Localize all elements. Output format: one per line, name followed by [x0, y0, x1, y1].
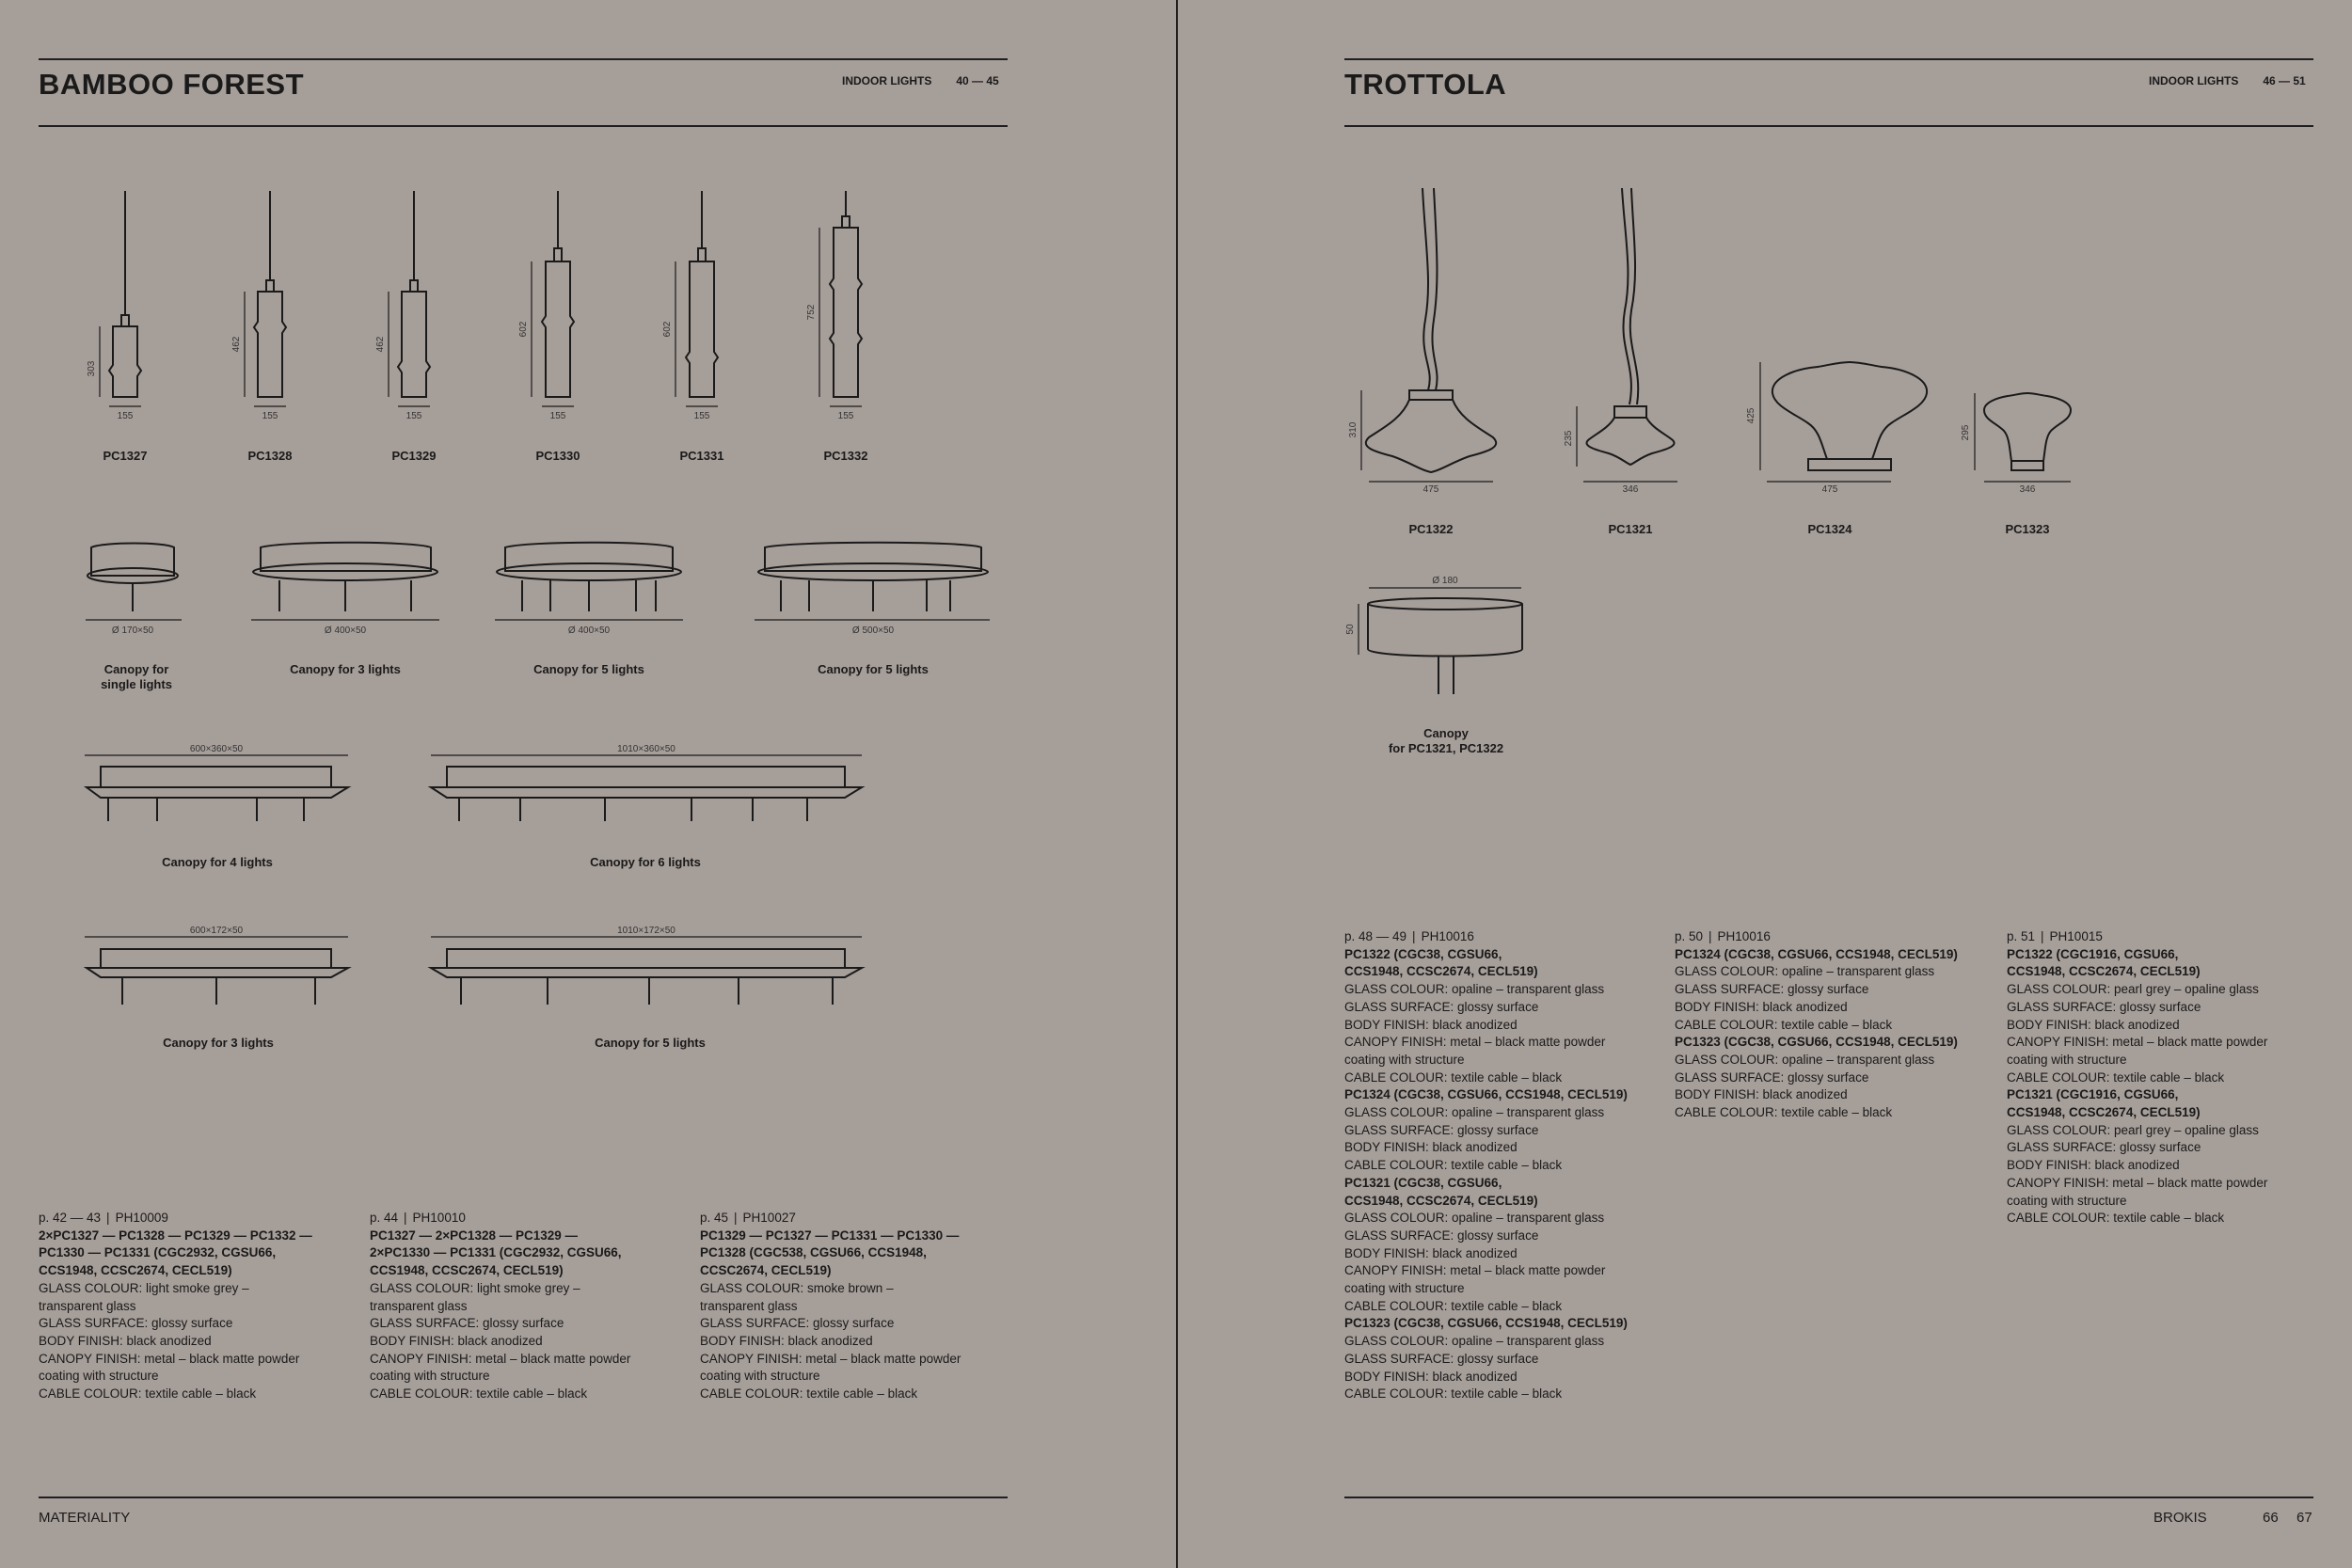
spec-detail-line: BODY FINISH: black anodized — [700, 1333, 873, 1348]
pc1324-width-dim: 475 — [1821, 484, 1838, 495]
canopy-label-rect-3: Canopy for 3 lights — [163, 1036, 274, 1050]
pendant-pc1322-drawing — [1361, 188, 1496, 482]
left-section-label: INDOOR LIGHTS — [842, 74, 932, 87]
spec-product-line: CCS1948, CCSC2674, CECL519) — [2007, 964, 2201, 979]
pendant-label-pc1328: PC1328 — [247, 449, 293, 463]
spec-detail-line: CABLE COLOUR: textile cable – black — [1344, 1069, 1563, 1085]
pc1330-width-dim: 155 — [549, 411, 566, 421]
spec-detail-line: BODY FINISH: black anodized — [39, 1333, 212, 1348]
spec-ref-pages: p. 44 — [370, 1211, 399, 1225]
rect-canopy-5-dim: 1010×172×50 — [617, 926, 675, 936]
spec-reference — [1675, 928, 1994, 946]
spec-detail-line: CABLE COLOUR: textile cable – black — [700, 1386, 918, 1402]
pendant-label-pc1332: PC1332 — [823, 449, 868, 463]
pc1332-width-dim: 155 — [837, 411, 854, 421]
spec-reference — [2007, 928, 2308, 946]
pendant-label-pc1324: PC1324 — [1807, 522, 1852, 536]
spec-product-line: CCS1948, CCSC2674, CECL519) — [370, 1263, 564, 1278]
pc1329-height-dim: 462 — [375, 336, 386, 353]
pendant-pc1324-drawing — [1760, 362, 1927, 482]
rect-canopy-3-dim: 600×172×50 — [189, 926, 244, 936]
round-canopy-5b-dim: Ø 500×50 — [851, 626, 895, 636]
right-page-range: 46 — 51 — [2263, 74, 2306, 87]
spec-detail-line: GLASS COLOUR: smoke brown – — [700, 1280, 894, 1295]
canopy-label-rect-6: Canopy for 6 lights — [590, 855, 701, 869]
round-canopy-3-dim: Ø 400×50 — [324, 626, 367, 636]
canopy-label-single: Canopy for single lights — [101, 662, 172, 691]
spec-detail-line: BODY FINISH: black anodized — [370, 1333, 543, 1348]
pc1322-width-dim: 475 — [1422, 484, 1439, 495]
spec-detail-line: transparent glass — [39, 1298, 136, 1313]
round-canopy-5a-dim: Ø 400×50 — [567, 626, 611, 636]
pendant-label-pc1322: PC1322 — [1408, 522, 1454, 536]
spec-product-line: PC1323 (CGC38, CGSU66, CCS1948, CECL519) — [1344, 1316, 1628, 1331]
canopy-label-rect-5: Canopy for 5 lights — [595, 1036, 706, 1050]
spec-detail-line: CABLE COLOUR: textile cable – black — [1344, 1158, 1563, 1173]
right-page-title: TROTTOLA — [1344, 68, 1507, 101]
spec-detail-line: CANOPY FINISH: metal – black matte powder — [39, 1351, 300, 1366]
spec-detail-line: CABLE COLOUR: textile cable – black — [1344, 1386, 1563, 1402]
pc1327-height-dim: 303 — [87, 360, 97, 377]
spec-detail-line: coating with structure — [700, 1369, 820, 1384]
spec-detail-line: BODY FINISH: black anodized — [1344, 1140, 1518, 1155]
spec-detail-line: CANOPY FINISH: metal – black matte powder — [2007, 1175, 2268, 1190]
spec-detail-line: transparent glass — [700, 1298, 798, 1313]
pendant-pc1321-drawing — [1577, 188, 1677, 482]
pc1327-width-dim: 155 — [117, 411, 134, 421]
spec-detail-line: GLASS COLOUR: light smoke grey – — [39, 1280, 249, 1295]
spec-detail-line: GLASS SURFACE: glossy surface — [2007, 1140, 2201, 1155]
spec-detail-line: coating with structure — [2007, 1052, 2127, 1067]
spec-ref-code: PH10009 — [115, 1211, 168, 1225]
spec-detail-line: coating with structure — [1344, 1052, 1465, 1067]
spec-detail-line: GLASS COLOUR: opaline – transparent glass — [1344, 1334, 1605, 1349]
spec-product-line: PC1330 — PC1331 (CGC2932, CGSU66, — [39, 1245, 277, 1260]
spec-ref-code: PH10016 — [1421, 929, 1474, 943]
pc1323-height-dim: 295 — [1961, 424, 1971, 441]
pendant-label-pc1323: PC1323 — [2005, 522, 2050, 536]
spec-product-line: CCS1948, CCSC2674, CECL519) — [39, 1263, 232, 1278]
trottola-canopy-drawing — [1359, 588, 1522, 694]
pc1331-height-dim: 602 — [662, 321, 673, 338]
canopy-label-rect-4: Canopy for 4 lights — [162, 855, 273, 869]
spec-product-line: PC1327 — 2×PC1328 — PC1329 — — [370, 1227, 579, 1243]
spec-detail-line: coating with structure — [1344, 1281, 1465, 1296]
pc1322-height-dim: 310 — [1348, 421, 1359, 438]
spec-block-ph10016-b — [1675, 928, 1994, 1122]
pendant-label-pc1327: PC1327 — [103, 449, 148, 463]
spec-ref-separator: | — [1708, 929, 1712, 943]
spec-detail-line: GLASS SURFACE: glossy surface — [1344, 1122, 1539, 1137]
spec-ref-pages: p. 50 — [1675, 929, 1704, 943]
spec-detail-line: CANOPY FINISH: metal – black matte powder — [370, 1351, 631, 1366]
trottola-canopy-label — [1333, 726, 1559, 756]
pc1332-height-dim: 752 — [806, 304, 817, 321]
spec-product-line: PC1328 (CGC538, CGSU66, CCS1948, — [700, 1245, 927, 1260]
spec-detail-line: GLASS SURFACE: glossy surface — [1675, 982, 1869, 997]
spec-detail-line: GLASS SURFACE: glossy surface — [700, 1316, 895, 1331]
spec-ref-pages: p. 48 — 49 — [1344, 929, 1407, 943]
spec-detail-line: BODY FINISH: black anodized — [1344, 1017, 1518, 1032]
page-number-left: 66 — [2263, 1510, 2279, 1526]
rect-canopy-4-dim: 600×360×50 — [189, 744, 244, 754]
page-number-right: 67 — [2296, 1510, 2312, 1526]
spec-ref-pages: p. 51 — [2007, 929, 2036, 943]
spec-detail-line: BODY FINISH: black anodized — [1675, 1087, 1848, 1102]
pendant-label-pc1331: PC1331 — [679, 449, 724, 463]
spec-detail-line: GLASS COLOUR: pearl grey – opaline glass — [2007, 1122, 2259, 1137]
spec-detail-line: GLASS SURFACE: glossy surface — [370, 1316, 564, 1331]
spec-ref-separator: | — [404, 1211, 407, 1225]
spec-detail-line: GLASS COLOUR: pearl grey – opaline glass — [2007, 982, 2259, 997]
spec-product-line: PC1321 (CGC1916, CGSU66, — [2007, 1087, 2179, 1102]
spec-product-line: CCSC2674, CECL519) — [700, 1263, 832, 1278]
trottola-canopy-label-line1: Canopy — [1423, 726, 1469, 740]
spec-detail-line: CABLE COLOUR: textile cable – black — [2007, 1211, 2225, 1226]
spec-detail-line: BODY FINISH: black anodized — [2007, 1158, 2180, 1173]
spec-product-line: 2×PC1327 — PC1328 — PC1329 — PC1332 — — [39, 1227, 312, 1243]
spec-ref-separator: | — [106, 1211, 110, 1225]
spec-detail-line: CABLE COLOUR: textile cable – black — [1675, 1105, 1893, 1120]
left-page-title: BAMBOO FOREST — [39, 68, 305, 101]
pc1328-width-dim: 155 — [262, 411, 278, 421]
pendant-pc1323-drawing — [1975, 393, 2071, 482]
pc1328-height-dim: 462 — [231, 336, 242, 353]
spec-block-ph10015 — [2007, 928, 2308, 1227]
spec-detail-line: GLASS SURFACE: glossy surface — [1344, 1351, 1539, 1366]
spec-detail-line: GLASS SURFACE: glossy surface — [1344, 1227, 1539, 1243]
spec-detail-line: BODY FINISH: black anodized — [1675, 999, 1848, 1014]
spec-detail-line: coating with structure — [39, 1369, 159, 1384]
spec-product-line: PC1322 (CGC38, CGSU66, — [1344, 946, 1502, 961]
canopy-height-dim: 50 — [1345, 624, 1356, 635]
spec-product-line: 2×PC1330 — PC1331 (CGC2932, CGSU66, — [370, 1245, 622, 1260]
canopy-label-round-3: Canopy for 3 lights — [290, 662, 401, 676]
pc1324-height-dim: 425 — [1746, 407, 1756, 424]
spec-detail-line: transparent glass — [370, 1298, 468, 1313]
spec-detail-line: GLASS SURFACE: glossy surface — [2007, 999, 2201, 1014]
spec-detail-line: GLASS COLOUR: light smoke grey – — [370, 1280, 580, 1295]
spec-detail-line: GLASS SURFACE: glossy surface — [39, 1316, 233, 1331]
spec-detail-line: CANOPY FINISH: metal – black matte powder — [700, 1351, 961, 1366]
pc1330-height-dim: 602 — [518, 321, 529, 338]
spec-detail-line: CABLE COLOUR: textile cable – black — [1675, 1017, 1893, 1032]
canopy-diameter-dim: Ø 180 — [1432, 576, 1458, 586]
rect-canopy-6-dim: 1010×360×50 — [617, 744, 675, 754]
pc1329-width-dim: 155 — [405, 411, 422, 421]
spec-detail-line: GLASS SURFACE: glossy surface — [1675, 1069, 1869, 1085]
spec-product-line: PC1324 (CGC38, CGSU66, CCS1948, CECL519) — [1344, 1087, 1628, 1102]
spec-detail-line: GLASS COLOUR: opaline – transparent glass — [1344, 1211, 1605, 1226]
right-section-label: INDOOR LIGHTS — [2149, 74, 2239, 87]
pc1321-height-dim: 235 — [1564, 430, 1574, 447]
spec-product-line: PC1322 (CGC1916, CGSU66, — [2007, 946, 2179, 961]
spec-product-line: CCS1948, CCSC2674, CECL519) — [2007, 1105, 2201, 1120]
canopy-label-round-5b: Canopy for 5 lights — [818, 662, 929, 676]
pendant-label-pc1329: PC1329 — [391, 449, 437, 463]
left-page-range: 40 — 45 — [956, 74, 999, 87]
spec-ref-code: PH10016 — [1717, 929, 1771, 943]
left-footer-label: MATERIALITY — [39, 1510, 131, 1526]
spec-product-line: CCS1948, CCSC2674, CECL519) — [1344, 964, 1538, 979]
spec-detail-line: CANOPY FINISH: metal – black matte powder — [1344, 1263, 1606, 1278]
round-canopy-single-dim: Ø 170×50 — [111, 626, 154, 636]
spec-detail-line: CABLE COLOUR: textile cable – black — [370, 1386, 588, 1402]
spec-detail-line: GLASS COLOUR: opaline – transparent glass — [1344, 982, 1605, 997]
spec-detail-line: BODY FINISH: black anodized — [1344, 1369, 1518, 1384]
spec-detail-line: coating with structure — [2007, 1193, 2127, 1208]
pendant-label-pc1330: PC1330 — [535, 449, 580, 463]
spec-detail-line: GLASS COLOUR: opaline – transparent glass — [1675, 1052, 1935, 1067]
spec-ref-pages: p. 42 — 43 — [39, 1211, 102, 1225]
spec-detail-line: BODY FINISH: black anodized — [2007, 1017, 2180, 1032]
spec-product-line: PC1321 (CGC38, CGSU66, — [1344, 1175, 1502, 1190]
canopy-label-round-5a: Canopy for 5 lights — [533, 662, 644, 676]
pc1321-width-dim: 346 — [1622, 484, 1639, 495]
spec-detail-line: BODY FINISH: black anodized — [1344, 1245, 1518, 1260]
spec-ref-code: PH10010 — [412, 1211, 466, 1225]
spec-product-line: CCS1948, CCSC2674, CECL519) — [1344, 1193, 1538, 1208]
spec-product-line: PC1329 — PC1327 — PC1331 — PC1330 — — [700, 1227, 960, 1243]
trottola-canopy-label-line2: for PC1321, PC1322 — [1388, 741, 1504, 755]
spec-detail-line: GLASS COLOUR: opaline – transparent glass — [1344, 1105, 1605, 1120]
spec-ref-separator: | — [2041, 929, 2044, 943]
spec-detail-line: GLASS SURFACE: glossy surface — [1344, 999, 1539, 1014]
pendant-label-pc1321: PC1321 — [1608, 522, 1653, 536]
spec-reference — [1344, 928, 1664, 946]
spec-detail-line: CABLE COLOUR: textile cable – black — [39, 1386, 257, 1402]
spec-detail-line: coating with structure — [370, 1369, 490, 1384]
spec-ref-code: PH10015 — [2049, 929, 2103, 943]
right-footer-rule — [1344, 1497, 2313, 1498]
right-footer-brand: BROKIS — [2153, 1510, 2207, 1526]
spec-product-line: PC1323 (CGC38, CGSU66, CCS1948, CECL519) — [1675, 1035, 1958, 1050]
spec-ref-pages: p. 45 — [700, 1211, 729, 1225]
spec-ref-code: PH10027 — [742, 1211, 796, 1225]
spec-ref-separator: | — [734, 1211, 738, 1225]
spec-detail-line: GLASS COLOUR: opaline – transparent glass — [1675, 964, 1935, 979]
spec-detail-line: CABLE COLOUR: textile cable – black — [2007, 1069, 2225, 1085]
spec-block-ph10016-a — [1344, 928, 1664, 1403]
spec-product-line: PC1324 (CGC38, CGSU66, CCS1948, CECL519) — [1675, 946, 1958, 961]
spec-ref-separator: | — [1412, 929, 1416, 943]
spec-detail-line: CABLE COLOUR: textile cable – black — [1344, 1298, 1563, 1313]
spec-detail-line: CANOPY FINISH: metal – black matte powder — [2007, 1035, 2268, 1050]
spec-detail-line: CANOPY FINISH: metal – black matte powder — [1344, 1035, 1606, 1050]
pc1331-width-dim: 155 — [693, 411, 710, 421]
pc1323-width-dim: 346 — [2019, 484, 2036, 495]
